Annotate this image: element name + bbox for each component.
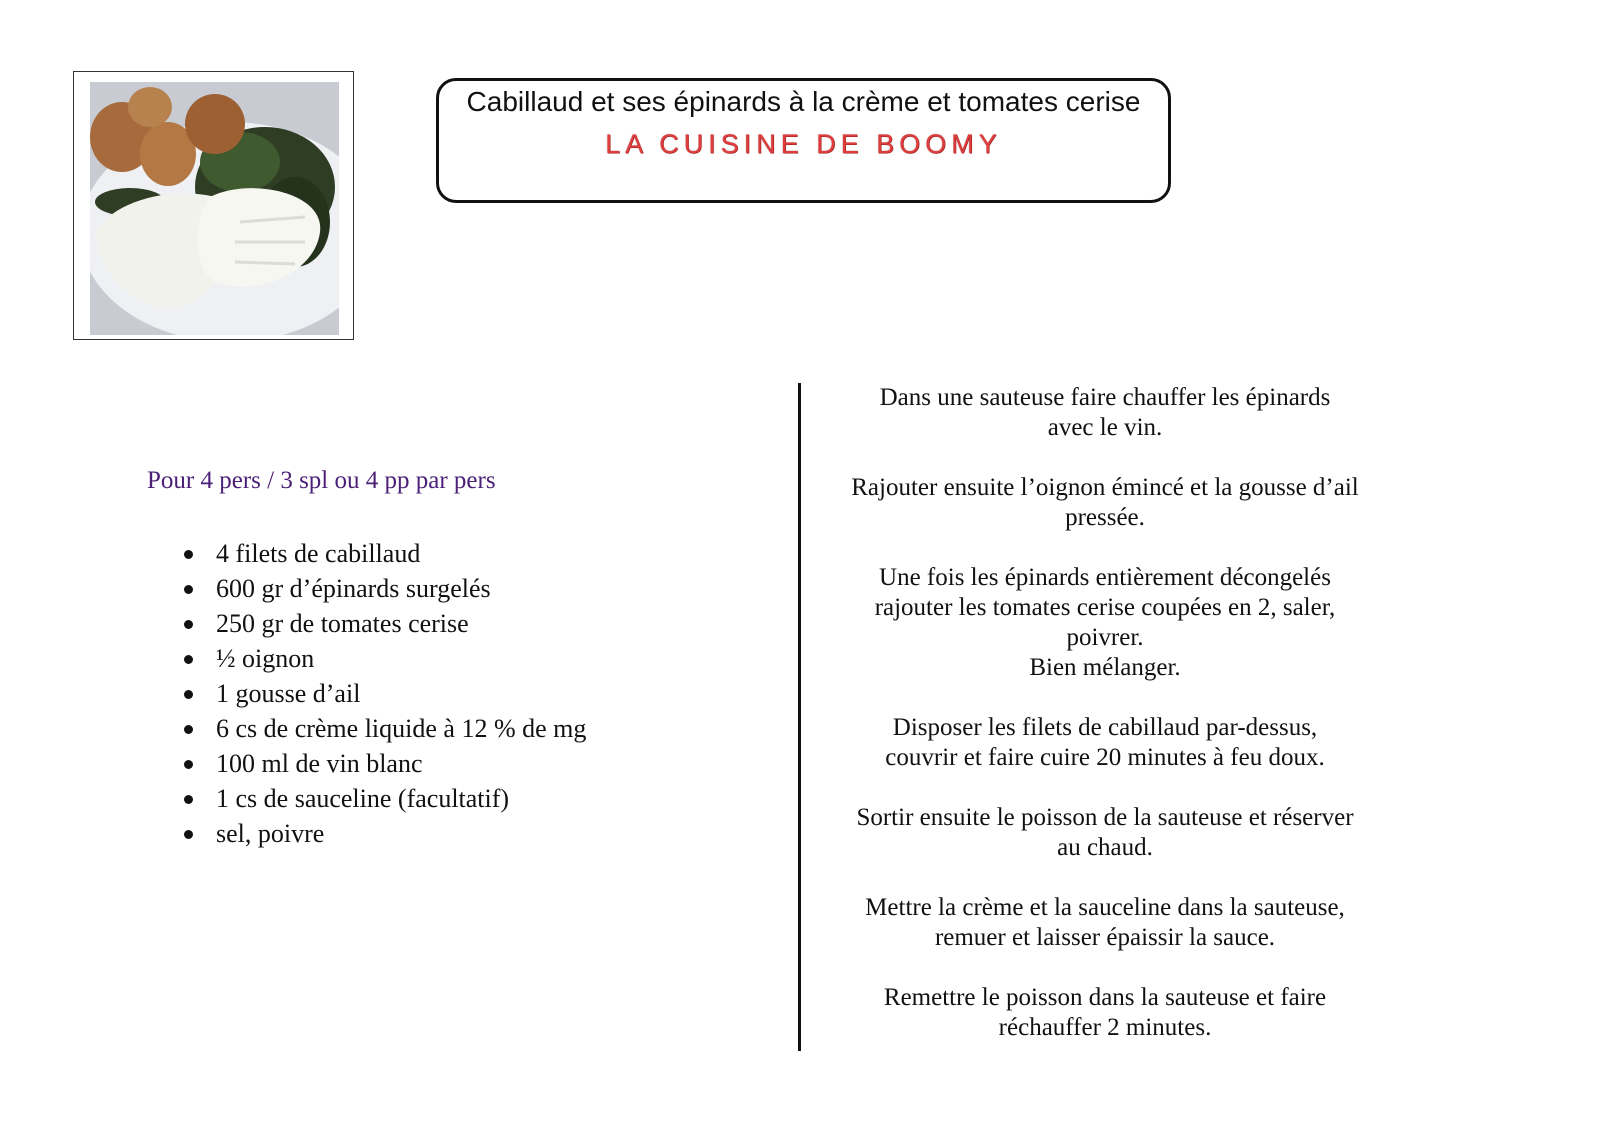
column-divider	[798, 383, 801, 1051]
ingredient-item: 4 filets de cabillaud	[168, 536, 586, 571]
instruction-step: Rajouter ensuite l’oignon émincé et la gousse d’ail pressée.	[851, 474, 1359, 531]
ingredient-item: sel, poivre	[168, 816, 586, 851]
ingredient-item: 250 gr de tomates cerise	[168, 606, 586, 641]
instruction-step: Disposer les filets de cabillaud par-dessus, couvrir et faire cuire 20 minutes à feu doux.	[885, 714, 1325, 771]
instruction-step: Sortir ensuite le poisson de la sauteuse et réserver au chaud.	[856, 804, 1354, 861]
ingredient-item: 1 cs de sauceline (facultatif)	[168, 781, 586, 816]
recipe-photo-icon	[90, 82, 339, 335]
recipe-title: Cabillaud et ses épinards à la crème et tomates cerise	[466, 86, 1141, 117]
instruction-step: Mettre la crème et la sauceline dans la sauteuse, remuer et laisser épaissir la sauce.	[865, 894, 1345, 951]
servings-text: Pour 4 pers / 3 spl ou 4 pp par pers	[147, 467, 496, 494]
ingredient-item: 100 ml de vin blanc	[168, 746, 586, 781]
ingredient-item: 6 cs de crème liquide à 12 % de mg	[168, 711, 586, 746]
recipe-photo	[90, 82, 339, 335]
recipe-photo-frame	[73, 71, 354, 340]
instruction-step: Dans une sauteuse faire chauffer les épinards avec le vin.	[879, 384, 1331, 441]
instruction-step: Une fois les épinards entièrement décongelés rajouter les tomates cerise coupées en 2, saler, poivrer. Bien mélanger.	[874, 564, 1336, 681]
ingredient-item: ½ oignon	[168, 641, 586, 676]
instruction-steps	[805, 383, 1405, 1073]
ingredient-list	[168, 536, 586, 851]
ingredient-item: 1 gousse d’ail	[168, 676, 586, 711]
ingredient-item: 600 gr d’épinards surgelés	[168, 571, 586, 606]
title-box	[436, 78, 1171, 203]
instruction-step: Remettre le poisson dans la sauteuse et faire réchauffer 2 minutes.	[883, 984, 1327, 1041]
brand-name: LA CUISINE DE BOOMY	[605, 129, 1002, 159]
